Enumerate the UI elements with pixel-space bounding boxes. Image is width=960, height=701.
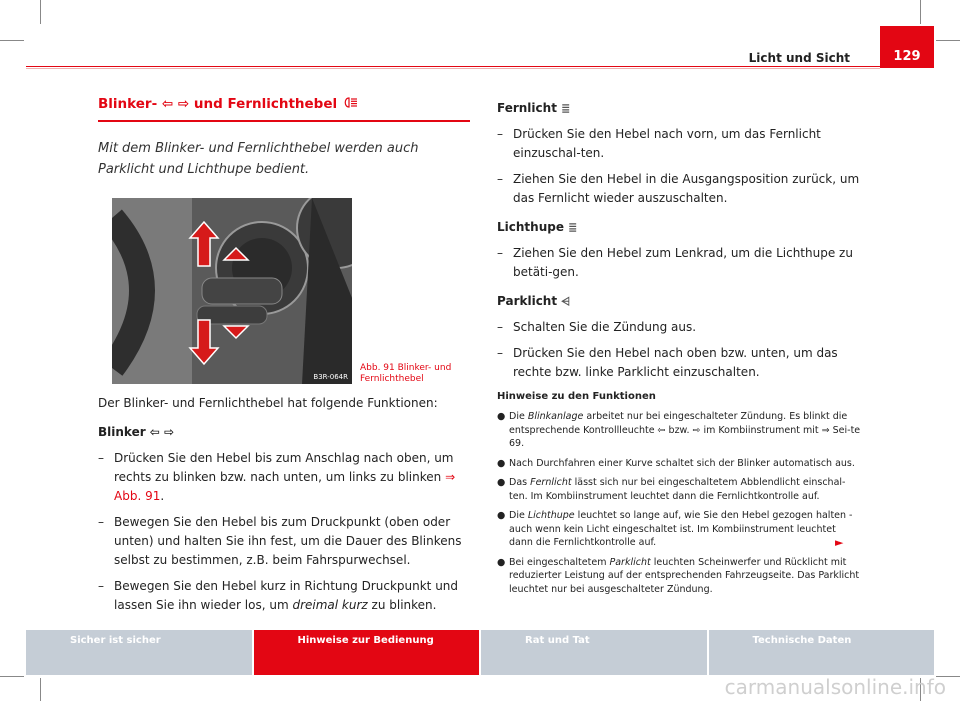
crop-mark bbox=[0, 676, 24, 677]
item-text: Bewegen Sie den Hebel bis zum Druckpunkt (oben oder unten) und halten Sie ihn fest, um die Dauer des Blinkens selbst zu bestimmen, z.B. beim Fahrspurwechsel. bbox=[114, 515, 462, 567]
bullet-marker: ● bbox=[497, 510, 506, 521]
dash-marker: – bbox=[497, 172, 503, 186]
bullet-marker: ● bbox=[497, 477, 506, 488]
note-text: arbeitet nur bei eingeschalteter Zündung. Es blinkt die entsprechende Kontrollleuchte ⇦ bzw. ⇨ im Kombiinstrument mit ⇒ Sei-te 69. bbox=[509, 411, 861, 449]
note-text: lässt sich nur bei eingeschaltetem Abblendlicht einschal-ten. Im Kombiinstrument leuchtet dann die Fernlichtkontrolle auf. bbox=[509, 477, 846, 502]
list-item bbox=[497, 125, 862, 163]
note-item bbox=[497, 556, 862, 597]
watermark: carmanualsonline.info bbox=[724, 675, 946, 699]
item-text: Drücken Sie den Hebel bis zum Anschlag nach oben, um rechts zu blinken bzw. nach unten, um links zu blinken bbox=[114, 451, 454, 484]
crop-mark bbox=[920, 0, 921, 24]
item-text: . bbox=[160, 489, 165, 503]
dash-marker: – bbox=[497, 127, 503, 141]
footer-nav bbox=[26, 630, 934, 675]
list-item bbox=[497, 170, 862, 208]
page-number bbox=[880, 26, 934, 68]
section-title-text: Blinker- ⇦ ⇨ und Fernlichthebel bbox=[98, 96, 338, 112]
fernlicht-heading bbox=[497, 99, 862, 118]
continue-arrow-icon: ► bbox=[835, 536, 844, 549]
note-text: Das bbox=[509, 477, 531, 488]
note-emphasis: Parklicht bbox=[609, 556, 651, 568]
dash-marker: – bbox=[497, 346, 503, 360]
lead-text: Der Blinker- und Fernlichthebel hat folgende Funktionen: bbox=[98, 396, 438, 410]
left-column bbox=[98, 96, 470, 615]
list-item bbox=[98, 577, 470, 615]
crop-mark bbox=[40, 678, 41, 701]
parking-light-icon: ⩤ bbox=[561, 295, 571, 308]
figure-link[interactable]: ⇒ Abb. 91 bbox=[114, 470, 456, 503]
crop-mark bbox=[0, 40, 24, 41]
high-beam-icon: ≣ bbox=[561, 102, 571, 115]
item-text: Bewegen Sie den Hebel kurz in Richtung Druckpunkt und lassen Sie ihn wieder los, um bbox=[114, 579, 459, 612]
note-emphasis: Lichthupe bbox=[527, 510, 575, 521]
figure-caption-line: Fernlichthebel bbox=[360, 374, 424, 384]
lichthupe-heading bbox=[497, 218, 862, 237]
item-text: Ziehen Sie den Hebel zum Lenkrad, um die Lichthupe zu betäti-gen. bbox=[513, 246, 853, 279]
item-text: Drücken Sie den Hebel nach vorn, um das Fernlicht einzuschal-ten. bbox=[513, 127, 821, 160]
heading-text: Lichthupe bbox=[497, 220, 564, 234]
bullet-marker: ● bbox=[497, 556, 506, 568]
section-intro: Mit dem Blinker- und Fernlichthebel werden auch Parklicht und Lichthupe bedient. bbox=[98, 141, 419, 177]
crop-mark bbox=[936, 40, 960, 41]
note-item bbox=[497, 457, 862, 471]
dash-marker: – bbox=[497, 320, 503, 334]
dash-marker: – bbox=[98, 451, 104, 465]
list-item bbox=[497, 244, 862, 282]
item-text: Drücken Sie den Hebel nach oben bzw. unten, um das rechte bzw. linke Parklicht einzuschalten. bbox=[513, 346, 838, 379]
note-text: Die bbox=[509, 510, 528, 521]
right-column bbox=[497, 99, 862, 596]
list-item bbox=[497, 344, 862, 382]
heading-text: Fernlicht bbox=[497, 101, 557, 115]
list-item bbox=[497, 318, 862, 337]
figure-code: B3R-064R bbox=[313, 373, 348, 381]
item-text: Schalten Sie die Zündung aus. bbox=[513, 320, 697, 334]
tab-hinweise-zur-bedienung[interactable]: Hinweise zur Bedienung bbox=[252, 630, 480, 675]
item-text: zu blinken. bbox=[367, 598, 437, 612]
dash-marker: – bbox=[98, 515, 104, 529]
figure-91 bbox=[98, 198, 470, 388]
note-text: Die bbox=[509, 411, 528, 422]
bullet-marker: ● bbox=[497, 457, 506, 469]
note-item bbox=[497, 509, 862, 550]
note-text: Bei eingeschaltetem bbox=[509, 556, 610, 568]
lever-photo bbox=[112, 198, 352, 384]
notes-heading: Hinweise zu den Funktionen bbox=[497, 391, 656, 402]
note-emphasis: Fernlicht bbox=[530, 477, 572, 488]
section-title bbox=[98, 96, 470, 122]
item-emphasis: dreimal kurz bbox=[292, 598, 368, 612]
note-text: leuchtet so lange auf, wie Sie den Hebel gezogen halten - auch wenn kein Licht eingeschaltet ist. Im Kombiinstrument leuchtet dann die Fernlichtkontrolle auf. bbox=[509, 510, 853, 548]
page-number-text: 129 bbox=[893, 49, 921, 64]
chapter-title: Licht und Sicht bbox=[748, 51, 850, 65]
note-item bbox=[497, 410, 862, 451]
header-rule-light bbox=[26, 68, 880, 69]
dash-marker: – bbox=[98, 579, 104, 593]
item-text: Ziehen Sie den Hebel in die Ausgangsposition zurück, um das Fernlicht wieder auszuschalten. bbox=[513, 172, 860, 205]
tab-rat-und-tat[interactable]: Rat und Tat bbox=[479, 630, 707, 675]
figure-caption bbox=[360, 363, 451, 385]
note-text: Nach Durchfahren einer Kurve schaltet sich der Blinker automatisch aus. bbox=[509, 457, 855, 469]
parklicht-heading bbox=[497, 292, 862, 311]
note-emphasis: Blinkanlage bbox=[527, 411, 584, 422]
tab-sicher-ist-sicher[interactable]: Sicher ist sicher bbox=[26, 630, 252, 675]
figure-caption-line: Abb. 91 Blinker- und bbox=[360, 363, 452, 373]
note-text: leuchten Scheinwerfer und Rücklicht mit reduzierter Leistung auf der entsprechenden Fahrzeugseite. Das Parklicht leuchtet nur bei ausgeschalteter Zündung. bbox=[509, 556, 860, 595]
note-item bbox=[497, 476, 862, 503]
blinker-heading: Blinker ⇦ ⇨ bbox=[98, 425, 175, 439]
tab-technische-daten[interactable]: Technische Daten bbox=[707, 630, 935, 675]
header-rule bbox=[26, 66, 880, 67]
dash-marker: – bbox=[497, 246, 503, 260]
crop-mark bbox=[40, 0, 41, 24]
list-item bbox=[98, 449, 470, 506]
bullet-marker: ● bbox=[497, 411, 506, 422]
heading-text: Parklicht bbox=[497, 294, 558, 308]
list-item bbox=[98, 513, 470, 570]
high-beam-icon bbox=[342, 96, 358, 112]
high-beam-icon: ≣ bbox=[568, 221, 578, 234]
